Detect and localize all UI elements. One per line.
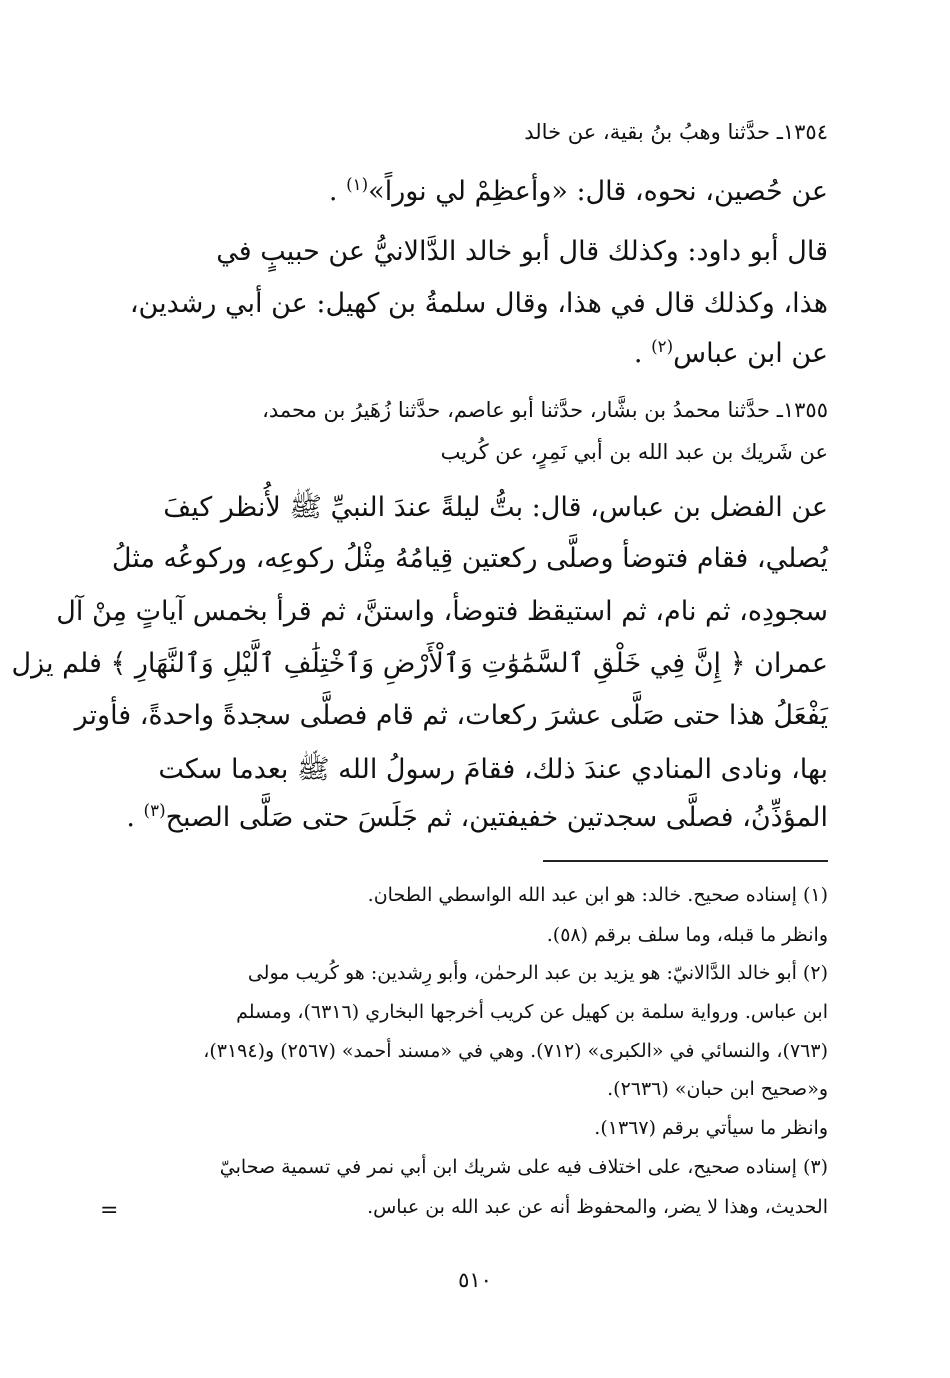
sentence-end: . (328, 176, 338, 207)
footnote-2-line-3: (٧٦٣)، والنسائي في «الكبرى» (٧١٢). وهي في «مسند أحمد» (٢٥٦٧) و(٣١٩٤)، (203, 1040, 828, 1062)
sentence-end: . (633, 338, 643, 369)
hadith-1355-body-line-7 (126, 802, 828, 833)
hadith-1354-text: عن حُصين، نحوه، قال: «وأعظِمْ لي نوراً» (368, 176, 828, 207)
footnote-2-line-5: وانظر ما سيأتي برقم (١٣٦٧). (594, 1117, 828, 1139)
footnote-1-line-1: (١) إسناده صحيح. خالد: هو ابن عبد الله الواسطي الطحان. (367, 884, 828, 906)
hadith-1355-line-2: عن شَريك بن عبد الله بن أبي نَمِرٍ، عن كُريب (440, 440, 828, 464)
hadith-1355-body-line-4: عمران ﴿ إِنَّ فِي خَلْقِ ٱلسَّمَٰوَٰتِ وَٱلْأَرْضِ وَٱخْتِلَٰفِ ٱلَّيْلِ وَٱلنَّهَارِ ﴾ فلم يزل (11, 648, 828, 679)
footnote-1-line-2: وانظر ما قبله، وما سلف برقم (٥٨). (546, 924, 828, 946)
hadith-1354-line-2 (329, 176, 828, 207)
abu-dawud-comment-text: عن ابن عباس (673, 338, 828, 369)
footnote-2-line-4: و«صحيح ابن حبان» (٢٦٣٦). (607, 1078, 828, 1100)
footnote-2-line-1: (٢) أبو خالد الدَّالانيّ: هو يزيد بن عبد الرحمٰن، وأبو رِشدين: هو كُريب مولى (247, 962, 828, 984)
footnote-separator (543, 860, 828, 862)
footnote-2-line-2: ابن عباس. ورواية سلمة بن كهيل عن كريب أخرجها البخاري (٦٣١٦)، ومسلم (236, 1001, 828, 1023)
abu-dawud-comment-line-2: هذا، وكذلك قال في هذا، وقال سلمةُ بن كهيل: عن أبي رشدين، (129, 288, 828, 319)
hadith-1355-body-line-6: بها، ونادى المنادي عندَ ذلك، فقامَ رسولُ الله ﷺ بعدما سكت (158, 754, 828, 785)
page-number: ٥١٠ (458, 1268, 492, 1292)
footnote-ref-1: (١) (346, 174, 369, 194)
hadith-1355-body-line-5: يَفْعَلُ هذا حتى صَلَّى عشرَ ركعات، ثم قام فصلَّى سجدةً واحدةً، فأوتر (74, 700, 828, 731)
footnote-3-line-2: الحديث، وهذا لا يضر، والمحفوظ أنه عن عبد الله بن عباس. (367, 1196, 828, 1218)
footnote-ref-2: (٢) (651, 336, 674, 356)
hadith-1355-body-line-2: يُصلي، فقام فتوضأ وصلَّى ركعتين قِيامُهُ مِثْلُ ركوعِه، وركوعُه مثلُ (111, 543, 828, 574)
hadith-1355-body-line-3: سجودِه، ثم نام، ثم استيقظ فتوضأ، واستنَّ، ثم قرأ بخمس آياتٍ مِنْ آل (56, 596, 828, 627)
footnote-3-line-1: (٣) إسناده صحيح، على اختلاف فيه على شريك ابن أبي نمر في تسمية صحابيّ (219, 1156, 828, 1178)
continuation-mark: = (100, 1198, 119, 1223)
hadith-1355-line-1: ١٣٥٥ـ حدَّثنا محمدُ بن بشَّار، حدَّثنا أبو عاصم، حدَّثنا زُهَيرُ بن محمد، (262, 398, 828, 422)
abu-dawud-comment-line-1: قال أبو داود: وكذلك قال أبو خالد الدَّالانيُّ عن حبيبٍ في (216, 236, 828, 267)
hadith-1355-body-line-1: عن الفضل بن عباس، قال: بتُّ ليلةً عندَ النبيِّ ﷺ لأُنظر كيفَ (163, 492, 828, 523)
hadith-1355-body-text: المؤذِّنُ، فصلَّى سجدتين خفيفتين، ثم جَلَسَ حتى صَلَّى الصبح (165, 802, 828, 833)
hadith-1354-line-1: ١٣٥٤ـ حدَّثنا وهبُ بنُ بقية، عن خالد (524, 120, 828, 144)
footnote-ref-3: (٣) (143, 800, 166, 820)
sentence-end: . (126, 802, 135, 833)
abu-dawud-comment-line-3 (634, 338, 828, 369)
